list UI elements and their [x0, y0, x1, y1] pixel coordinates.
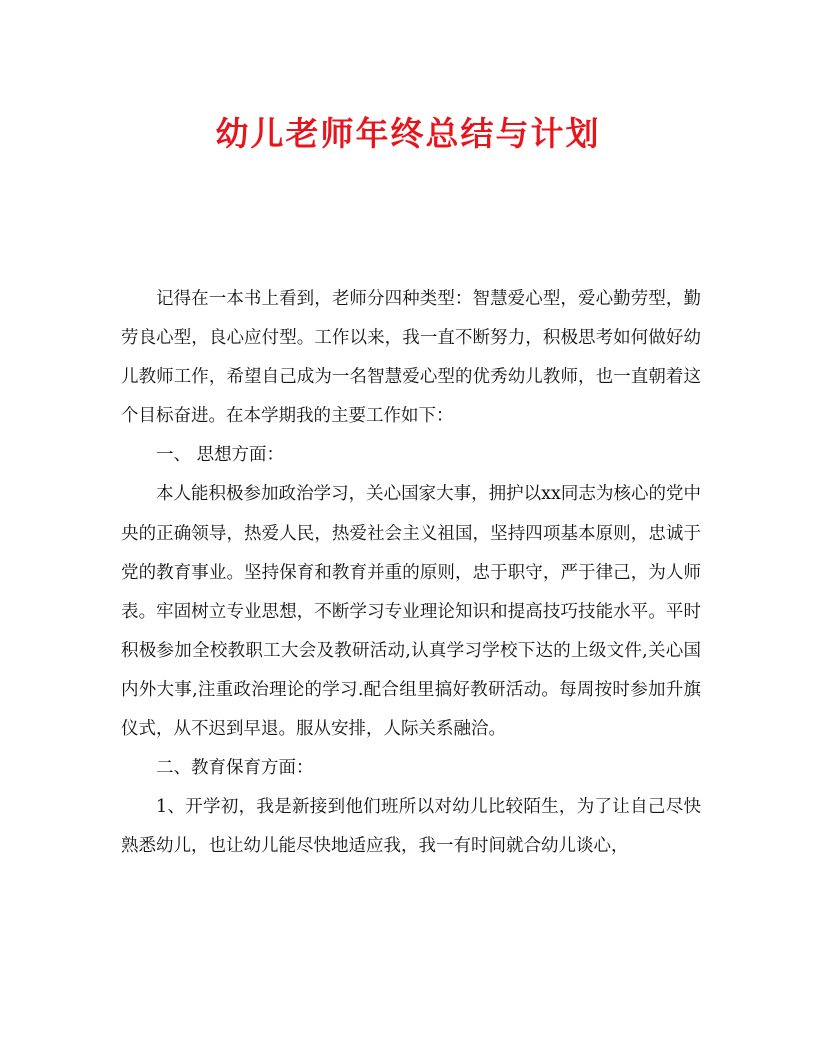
- section-heading-thought: 一、 思想方面：: [156, 445, 285, 466]
- section-heading-education: 二、教育保育方面：: [156, 758, 314, 779]
- document-title: 幼儿老师年终总结与计划: [215, 114, 601, 153]
- intro-paragraph: 记得在一本书上看到，老师分四种类型：智慧爱心型，爱心勤劳型，勤劳良心型，良心应付型。工作以来，我一直不断努力，积极思考如何做好幼儿教师工作，希望自己成为一名智慧爱心型的优秀幼儿教师，也一直朝着这个目标奋进。在本学期我的主要工作如下：: [121, 289, 701, 427]
- education-paragraph: 1、开学初，我是新接到他们班所以对幼儿比较陌生，为了让自己尽快熟悉幼儿，也让幼儿能尽快地适应我，我一有时间就合幼儿谈心，: [121, 797, 701, 857]
- document-body: [121, 280, 701, 866]
- thought-paragraph: 本人能积极参加政治学习，关心国家大事，拥护以xx同志为核心的党中央的正确领导，热爱人民，热爱社会主义祖国，坚持四项基本原则，忠诚于党的教育事业。坚持保育和教育并重的原则，忠于职守，严于律己，为人师表。牢固树立专业思想，不断学习专业理论知识和提高技巧技能水平。平时积极参加全校教职工大会及教研活动,认真学习学校下达的上级文件,关心国内外大事,注重政治理论的学习.配合组里搞好教研活动。每周按时参加升旗仪式，从不迟到早退。服从安排，人际关系融洽。: [121, 484, 701, 740]
